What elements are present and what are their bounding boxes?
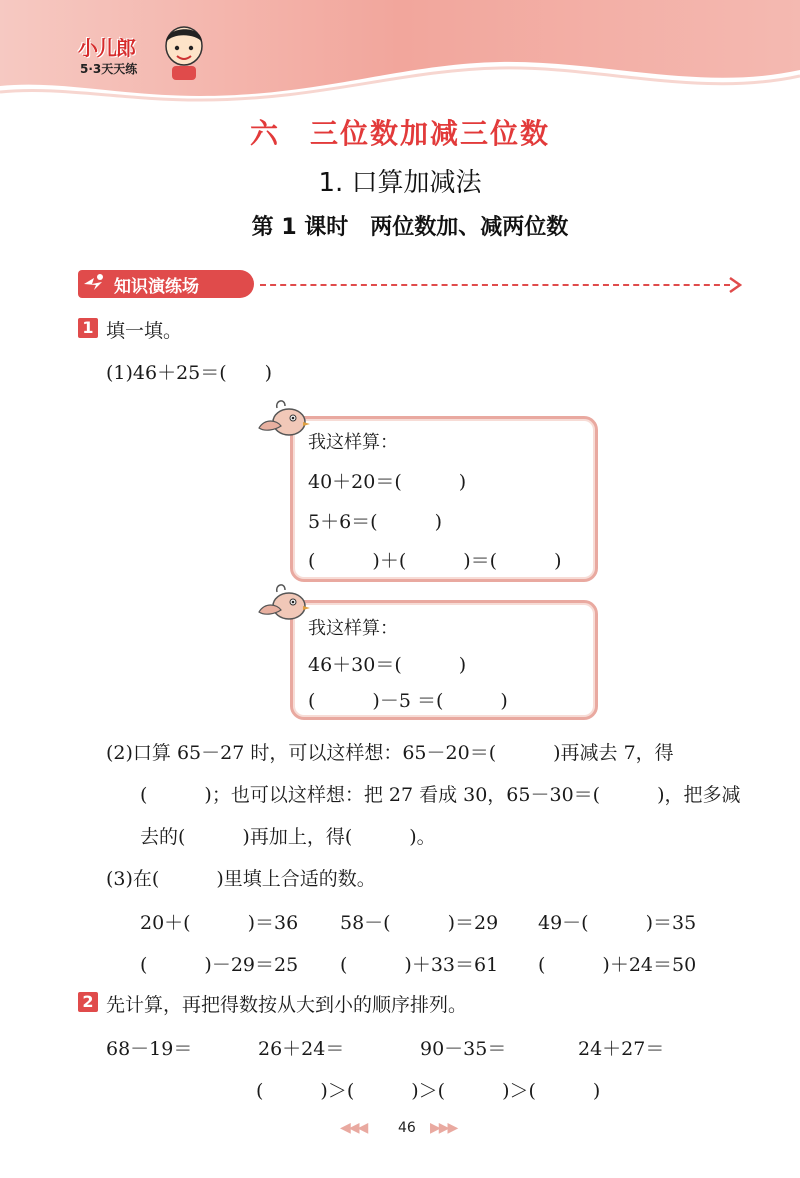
q1-part3-row1-item-2: 58－( )＝29 (340, 912, 499, 934)
chapter-title: 六 三位数加减三位数 (249, 117, 550, 150)
q1-part2-line-3: 去的( )再加上，得( )。 (140, 826, 436, 848)
q2-expr-3: 90－35＝ (420, 1038, 507, 1060)
q1-part3-row1-item-1: 20＋( )＝36 (140, 912, 299, 934)
bird-mascot-icon (255, 398, 311, 442)
q1-part3-prompt: (3)在( )里填上合适的数。 (106, 868, 376, 890)
q1-part2-line-2: ( )；也可以这样想：把 27 看成 30，65－30＝( )，把多减 (140, 784, 741, 806)
q1-part3-row2-item-3: ( )＋24＝50 (538, 954, 697, 976)
q1-part2-line-1: (2)口算 65－27 时，可以这样想：65－20＝( )再减去 7，得 (106, 742, 674, 764)
question-number-1: 1 (78, 318, 98, 338)
card1-heading: 我这样算： (308, 432, 398, 453)
bird-mascot-icon (255, 582, 311, 626)
logo-title: 小儿郎 (78, 36, 135, 60)
lesson-title: 第 1 课时 两位数加、减两位数 (251, 215, 569, 240)
arrow-right-icon (728, 276, 742, 294)
q2-prompt: 先计算，再把得数按从大到小的顺序排列。 (106, 994, 468, 1016)
card2-line-1: 46＋30＝( ) (308, 654, 467, 676)
card2-heading: 我这样算： (308, 618, 398, 639)
section-title: 1. 口算加减法 (318, 168, 482, 198)
q1-part3-row1-item-3: 49－( )＝35 (538, 912, 697, 934)
q2-expr-1: 68－19＝ (106, 1038, 193, 1060)
running-figure-icon (80, 272, 110, 296)
q1-part3-row2-item-1: ( )－29＝25 (140, 954, 299, 976)
section-banner (78, 268, 748, 300)
q2-order-line: ( )＞( )＞( )＞( ) (256, 1080, 601, 1102)
logo (74, 30, 214, 90)
q1-prompt: 填一填。 (106, 320, 183, 342)
q2-expr-2: 26＋24＝ (258, 1038, 345, 1060)
card1-line-1: 40＋20＝( ) (308, 471, 467, 493)
page-footer (340, 1118, 470, 1140)
arrows-right-icon: ▶▶▶ (430, 1120, 457, 1136)
q1-part1: (1)46＋25＝( ) (106, 362, 273, 384)
question-number-2: 2 (78, 992, 98, 1012)
logo-subtitle: 5·3天天练 (80, 62, 138, 76)
card2-line-2: ( )－5 ＝( ) (308, 690, 508, 712)
card1-line-2: 5＋6＝( ) (308, 511, 443, 533)
q2-expr-4: 24＋27＝ (578, 1038, 665, 1060)
banner-label: 知识演练场 (114, 277, 199, 297)
page-number: 46 (398, 1120, 416, 1136)
arrows-left-icon: ◀◀◀ (340, 1120, 367, 1136)
card1-line-3: ( )＋( )＝( ) (308, 550, 562, 572)
q1-part3-row2-item-2: ( )＋33＝61 (340, 954, 499, 976)
banner-dashed-line (260, 284, 730, 286)
mascot-boy-icon (160, 22, 208, 82)
